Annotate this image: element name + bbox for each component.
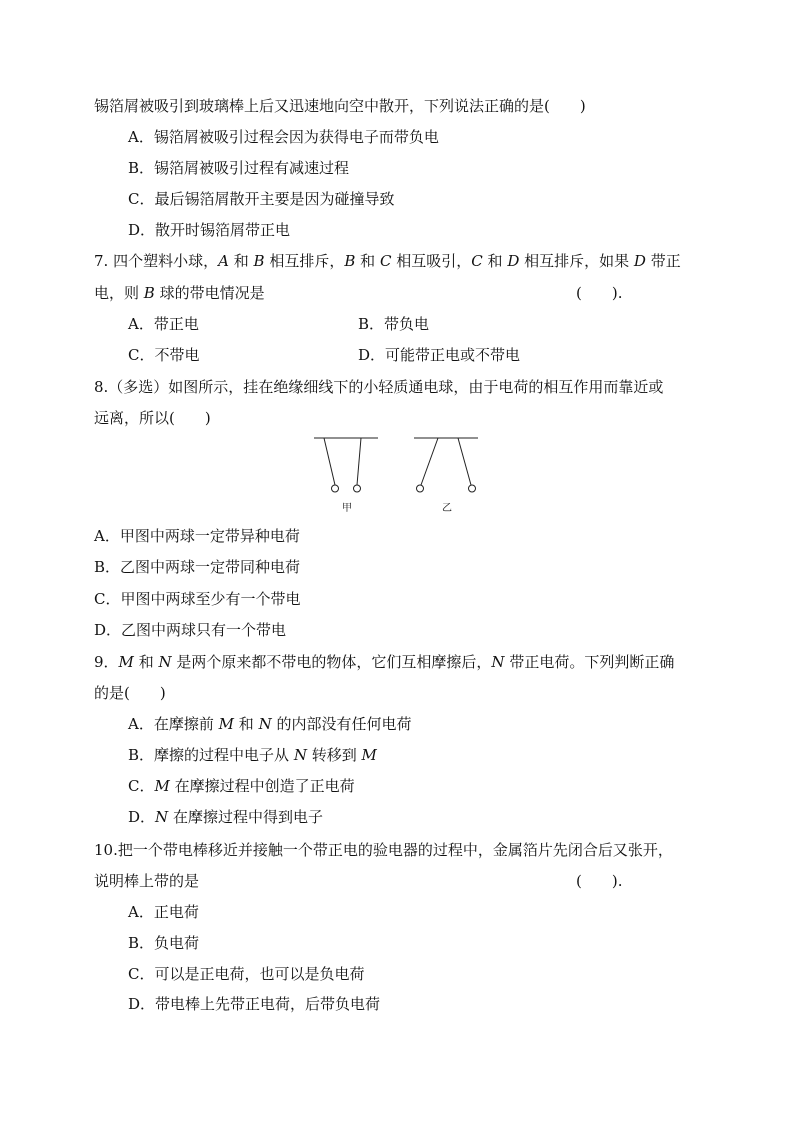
q7-answer-blank: ( ).	[576, 284, 623, 302]
q9-option-c: C．M 在摩擦过程中创造了正电荷	[128, 777, 355, 795]
q8-option-d: D．乙图中两球只有一个带电	[94, 621, 287, 639]
q8-option-a: A．甲图中两球一定带异种电荷	[94, 527, 300, 545]
left-ball-2	[354, 485, 361, 492]
q10-answer-blank: ( ).	[576, 872, 623, 890]
q6-option-c: C．最后锡箔屑散开主要是因为碰撞导致	[128, 190, 395, 208]
q8-fig-label-right: 乙	[442, 503, 452, 514]
q8-stem-line1: 8.（多选）如图所示，挂在绝缘细线下的小轻质通电球，由于电荷的相互作用而靠近或	[94, 378, 664, 396]
q10-option-a: A．正电荷	[128, 903, 199, 921]
q9-stem-line2: 的是( )	[94, 684, 166, 702]
q8-figure	[300, 430, 500, 500]
right-thread-2	[458, 438, 471, 485]
q7-stem-line1: 7. 四个塑料小球，A 和 B 相互排斥，B 和 C 相互吸引，C 和 D 相互排斥，如果 D 带正	[94, 252, 681, 270]
q9-option-d: D．N 在摩擦过程中得到电子	[128, 808, 323, 826]
q8-stem-line2: 远离，所以( )	[94, 409, 211, 427]
q8-option-c: C．甲图中两球至少有一个带电	[94, 590, 301, 608]
q9-option-a: A．在摩擦前 M 和 N 的内部没有任何电荷	[128, 715, 412, 733]
q6-option-b: B．锡箔屑被吸引过程有减速过程	[128, 159, 350, 177]
q7-stem-line2: 电，则 B 球的带电情况是	[94, 284, 265, 302]
right-thread-1	[421, 438, 438, 485]
q7-option-c: C．不带电	[128, 346, 200, 364]
q6-option-d: D．散开时锡箔屑带正电	[128, 221, 291, 239]
q10-option-d: D．带电棒上先带正电荷，后带负电荷	[128, 995, 381, 1013]
right-ball-2	[469, 485, 476, 492]
left-thread-1	[324, 438, 335, 485]
q6-stem: 锡箔屑被吸引到玻璃棒上后又迅速地向空中散开，下列说法正确的是( )	[94, 97, 586, 115]
left-thread-2	[357, 438, 361, 485]
left-ball-1	[332, 485, 339, 492]
q10-option-c: C．可以是正电荷，也可以是负电荷	[128, 965, 365, 983]
q10-stem-line2: 说明棒上带的是	[94, 872, 200, 890]
q7-option-d: D．可能带正电或不带电	[358, 346, 521, 364]
q8-option-b: B．乙图中两球一定带同种电荷	[94, 558, 301, 576]
right-ball-1	[417, 485, 424, 492]
q9-option-b: B．摩擦的过程中电子从 N 转移到 M	[128, 746, 377, 764]
q8-fig-label-left: 甲	[342, 503, 352, 514]
q6-option-a: A．锡箔屑被吸引过程会因为获得电子而带负电	[128, 128, 439, 146]
q9-stem-line1: 9．M 和 N 是两个原来都不带电的物体，它们互相摩擦后，N 带正电荷。下列判断正确	[94, 653, 675, 671]
q7-option-a: A．带正电	[128, 315, 199, 333]
q7-option-b: B．带负电	[358, 315, 430, 333]
q10-option-b: B．负电荷	[128, 934, 200, 952]
q10-stem-line1: 10.把一个带电棒移近并接触一个带正电的验电器的过程中，金属箔片先闭合后又张开，	[94, 841, 673, 859]
